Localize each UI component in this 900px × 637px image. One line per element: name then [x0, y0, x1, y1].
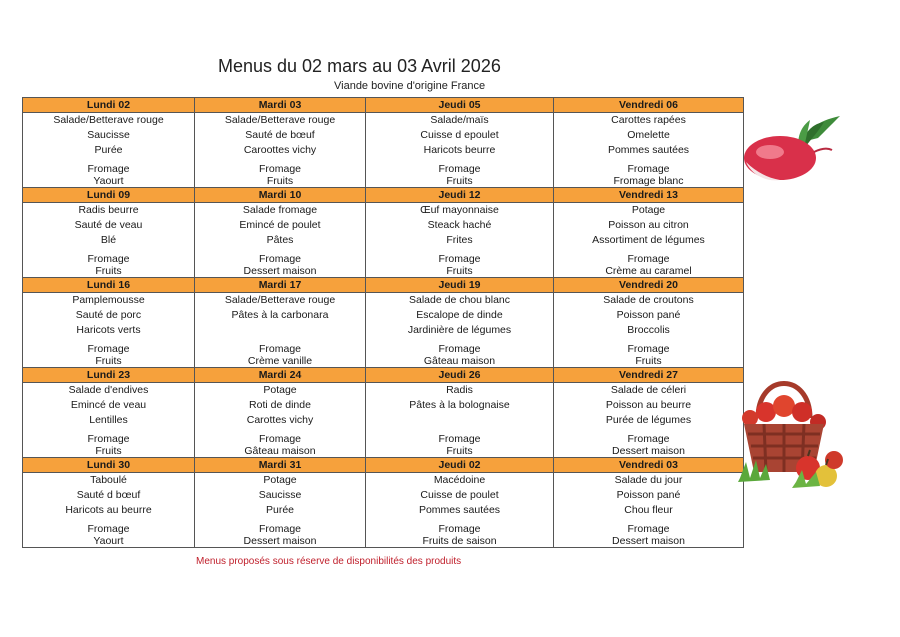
- day-header: Jeudi 19: [366, 278, 554, 293]
- menu-item: Caroottes vichy: [243, 144, 317, 156]
- day-header: Vendredi 27: [554, 368, 744, 383]
- day-header: Vendredi 06: [554, 98, 744, 113]
- day-menu-cell: [23, 203, 195, 278]
- day-menu-cell: [23, 113, 195, 188]
- menu-item: Carottes vichy: [246, 414, 314, 426]
- menu-cheese: Fromage: [87, 163, 130, 175]
- day-menu-cell: [23, 383, 195, 458]
- menu-dessert: Fruits: [95, 265, 122, 277]
- menu-item: Escalope de dinde: [416, 309, 503, 321]
- menu-item: Salade d'endives: [68, 384, 149, 396]
- week-menu-row: [23, 473, 744, 548]
- page-subtitle: Viande bovine d'origine France: [334, 80, 486, 92]
- day-menu-cell: [195, 383, 366, 458]
- week-header-row: [23, 98, 744, 113]
- day-header: Vendredi 13: [554, 188, 744, 203]
- menu-item: Potage: [263, 474, 297, 486]
- day-header: Lundi 09: [23, 188, 195, 203]
- day-menu-cell: [366, 383, 554, 458]
- menu-dessert: Fruits: [446, 175, 473, 187]
- menu-dessert: Fruits: [446, 445, 473, 457]
- day-header: Jeudi 05: [366, 98, 554, 113]
- menu-item: Assortiment de légumes: [592, 234, 705, 246]
- day-menu-cell: [195, 113, 366, 188]
- menu-item: Purée: [94, 144, 123, 156]
- menu-item: Poisson au citron: [608, 219, 689, 231]
- day-menu-cell: [554, 293, 744, 368]
- day-menu-cell: [366, 113, 554, 188]
- menu-item: Haricots verts: [76, 324, 141, 336]
- menu-cheese: Fromage: [438, 163, 481, 175]
- menu-dessert: Crème au caramel: [605, 265, 692, 277]
- menu-item: Salade de chou blanc: [409, 294, 510, 306]
- menu-item: Emincé de poulet: [239, 219, 321, 231]
- menu-cheese: Fromage: [258, 163, 301, 175]
- week-header-row: [23, 458, 744, 473]
- day-menu-cell: [366, 473, 554, 548]
- menu-cheese: Fromage: [627, 163, 670, 175]
- menu-item: Saucisse: [87, 129, 130, 141]
- menu-dessert: Fruits: [95, 445, 122, 457]
- menu-item: Pâtes: [266, 234, 294, 246]
- menu-cheese: Fromage: [438, 253, 481, 265]
- week-menu-row: [23, 203, 744, 278]
- menu-item: Poisson pané: [616, 489, 681, 501]
- menu-dessert: Crème vanille: [247, 355, 313, 367]
- menu-dessert: Fruits: [266, 175, 294, 187]
- menu-item: Blé: [100, 234, 117, 246]
- menu-dessert: Dessert maison: [243, 265, 317, 277]
- menu-cheese: Fromage: [627, 433, 670, 445]
- day-header: Vendredi 20: [554, 278, 744, 293]
- menu-item: Radis beurre: [78, 204, 139, 216]
- menu-item: Broccolis: [627, 324, 670, 336]
- menu-cheese: Fromage: [438, 433, 481, 445]
- day-menu-cell: [195, 473, 366, 548]
- day-header: Mardi 03: [195, 98, 366, 113]
- menu-item: Taboulé: [90, 474, 127, 486]
- menu-item: Salade du jour: [614, 474, 683, 486]
- menu-dessert: Fruits: [95, 355, 122, 367]
- menu-item: Omelette: [627, 129, 670, 141]
- menu-item: Poisson pané: [616, 309, 681, 321]
- menu-item: Cuisse d epoulet: [420, 129, 499, 141]
- menu-item: Macédoine: [433, 474, 486, 486]
- menu-cheese: Fromage: [258, 253, 301, 265]
- menu-cheese: Fromage: [258, 523, 301, 535]
- menu-dessert: Fruits de saison: [422, 535, 497, 547]
- menu-item: Haricots au beurre: [65, 504, 152, 516]
- day-header: Lundi 16: [23, 278, 195, 293]
- menu-item: Purée de légumes: [605, 414, 692, 426]
- menu-item: Pâtes à la bolognaise: [409, 399, 510, 411]
- day-menu-cell: [366, 203, 554, 278]
- menu-item: Sauté de veau: [74, 219, 143, 231]
- day-menu-cell: [554, 113, 744, 188]
- day-menu-cell: [554, 383, 744, 458]
- menu-item: Salade de croutons: [603, 294, 694, 306]
- menu-item: Lentilles: [89, 414, 128, 426]
- menu-item: Chou fleur: [624, 504, 673, 516]
- week-header-row: [23, 188, 744, 203]
- day-header: Vendredi 03: [554, 458, 744, 473]
- menu-item: Sauté de porc: [75, 309, 142, 321]
- day-header: Lundi 23: [23, 368, 195, 383]
- day-menu-cell: [195, 203, 366, 278]
- day-menu-cell: [554, 473, 744, 548]
- menu-table: [22, 97, 744, 548]
- menu-item: Cuisse de poulet: [420, 489, 499, 501]
- menu-item: Salade de céleri: [610, 384, 687, 396]
- day-menu-cell: [554, 203, 744, 278]
- menu-dessert: Dessert maison: [243, 535, 317, 547]
- radish-icon: [740, 112, 850, 192]
- menu-item: Salade/maïs: [430, 114, 489, 126]
- day-menu-cell: [195, 293, 366, 368]
- menu-item: Saucisse: [258, 489, 302, 501]
- day-header: Mardi 24: [195, 368, 366, 383]
- menu-item: Frites: [446, 234, 473, 246]
- menu-cheese: Fromage: [87, 433, 130, 445]
- menu-cheese: Fromage: [438, 343, 481, 355]
- menu-item: Jardinière de légumes: [407, 324, 512, 336]
- menu-cheese: Fromage: [258, 433, 301, 445]
- week-header-row: [23, 368, 744, 383]
- menu-dessert: Dessert maison: [612, 535, 685, 547]
- day-header: Jeudi 12: [366, 188, 554, 203]
- menu-item: Sauté d bœuf: [76, 489, 141, 501]
- menu-item: Sauté de bœuf: [245, 129, 315, 141]
- menu-cheese: Fromage: [627, 523, 670, 535]
- menu-item: Steack haché: [427, 219, 492, 231]
- day-header: Lundi 02: [23, 98, 195, 113]
- menu-dessert: Yaourt: [93, 175, 124, 187]
- menu-item: Salade/Betterave rouge: [224, 114, 336, 126]
- menu-dessert: Fromage blanc: [613, 175, 684, 187]
- menu-cheese: Fromage: [87, 523, 130, 535]
- menu-cheese: Fromage: [627, 253, 670, 265]
- menu-item: Pommes sautées: [418, 504, 501, 516]
- menu-dessert: Dessert maison: [612, 445, 685, 457]
- day-header: Mardi 31: [195, 458, 366, 473]
- day-header: Mardi 10: [195, 188, 366, 203]
- menu-dessert: Fruits: [635, 355, 662, 367]
- menu-cheese: Fromage: [438, 523, 481, 535]
- day-header: Lundi 30: [23, 458, 195, 473]
- day-menu-cell: [23, 293, 195, 368]
- menu-item: Haricots beurre: [423, 144, 496, 156]
- menu-item: Salade fromage: [242, 204, 318, 216]
- week-header-row: [23, 278, 744, 293]
- menu-item: Radis: [446, 384, 473, 396]
- menu-dessert: Fruits: [446, 265, 473, 277]
- availability-footnote: Menus proposés sous réserve de disponibilités des produits: [196, 556, 462, 567]
- menu-item: Poisson au beurre: [605, 399, 692, 411]
- day-header: Mardi 17: [195, 278, 366, 293]
- menu-item: Salade/Betterave rouge: [224, 294, 336, 306]
- menu-item: Purée: [265, 504, 295, 516]
- week-menu-row: [23, 113, 744, 188]
- menu-item: Pâtes à la carbonara: [231, 309, 329, 321]
- menu-item: Salade/Betterave rouge: [53, 114, 164, 126]
- menu-item: [366, 413, 553, 428]
- menu-dessert: Gâteau maison: [423, 355, 496, 367]
- apple-basket-icon: [736, 372, 848, 500]
- menu-cheese: Fromage: [258, 343, 301, 355]
- menu-cheese: Fromage: [87, 343, 130, 355]
- menu-dessert: Yaourt: [93, 535, 124, 547]
- menu-cheese: Fromage: [87, 253, 130, 265]
- day-header: Jeudi 02: [366, 458, 554, 473]
- menu-item: Carottes rapées: [611, 114, 686, 126]
- menu-item: Roti de dinde: [249, 399, 311, 411]
- menu-dessert: Gâteau maison: [244, 445, 316, 457]
- menu-item: Potage: [631, 204, 666, 216]
- menu-item: Pamplemousse: [72, 294, 145, 306]
- menu-item: Pommes sautées: [607, 144, 690, 156]
- page-title: Menus du 02 mars au 03 Avril 2026: [218, 56, 501, 76]
- menu-item: Emincé de veau: [70, 399, 147, 411]
- day-menu-cell: [366, 293, 554, 368]
- menu-cheese: Fromage: [627, 343, 670, 355]
- day-menu-cell: [23, 473, 195, 548]
- menu-item: [195, 323, 365, 338]
- day-header: Jeudi 26: [366, 368, 554, 383]
- week-menu-row: [23, 383, 744, 458]
- week-menu-row: [23, 293, 744, 368]
- menu-item: Potage: [263, 384, 297, 396]
- menu-item: Œuf mayonnaise: [420, 204, 499, 216]
